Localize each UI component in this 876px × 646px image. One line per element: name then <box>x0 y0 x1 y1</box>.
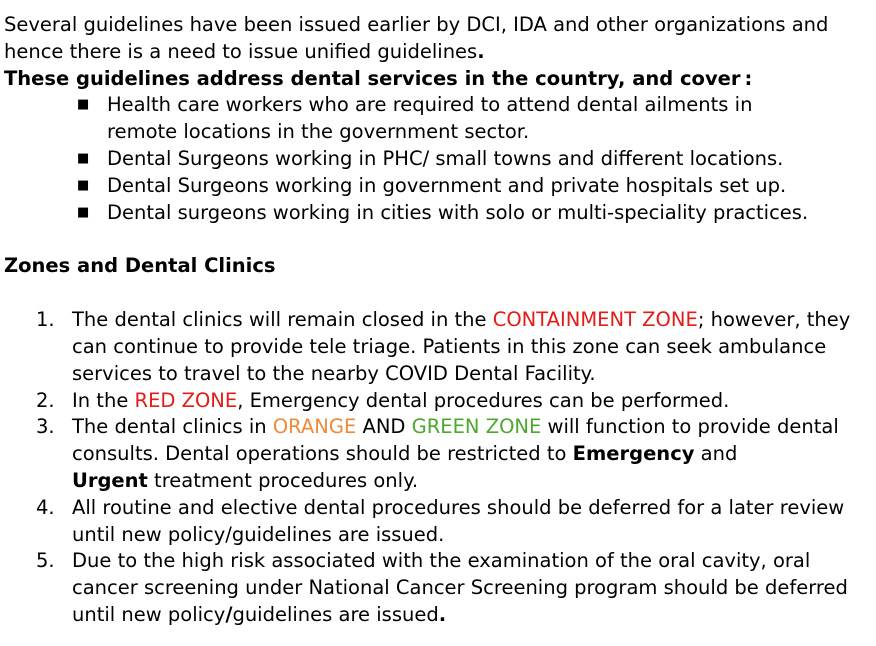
item-text: In the <box>72 388 135 412</box>
red-zone-label: RED ZONE <box>134 388 238 412</box>
item-text: The dental clinics will remain closed in the <box>72 308 493 332</box>
item-text: AND <box>356 415 412 439</box>
bold-period: . <box>438 602 447 626</box>
intro-period: . <box>477 39 485 63</box>
zone-item-2 <box>36 388 868 415</box>
cover-heading-text: These guidelines address dental services in the country, and cover <box>4 66 741 90</box>
bullet-text: Dental surgeons working in cities with solo or multi-speciality practices. <box>107 200 809 224</box>
intro-text: Several guidelines have been issued earlier by DCI, IDA and other organizations and hence there is a need to issue unified guidelines <box>4 13 829 63</box>
item-number: 1. <box>36 308 55 332</box>
cover-heading <box>4 66 876 93</box>
bullet-text: Dental Surgeons working in government and private hospitals set up. <box>107 173 787 197</box>
orange-zone-label: ORANGE <box>272 415 357 439</box>
bullet-text: Dental Surgeons working in PHC/ small towns and different locations. <box>107 146 784 170</box>
cover-heading-colon: : <box>744 66 753 90</box>
intro-paragraph <box>4 12 864 66</box>
bullet-square-icon: ■ <box>77 150 90 166</box>
bullet-item <box>77 200 827 227</box>
bullet-square-icon: ■ <box>77 97 90 113</box>
bullet-item <box>77 173 827 200</box>
item-text: guidelines are issued <box>232 602 439 626</box>
item-text: will function to provide dental consults. Dental operations should be restricted to <box>72 415 839 466</box>
bold-slash: / <box>225 602 233 626</box>
item-text: treatment procedures only. <box>147 468 419 492</box>
item-text: The dental clinics in <box>72 415 273 439</box>
bullet-square-icon: ■ <box>77 204 90 220</box>
bullet-text: Health care workers who are required to attend dental ailments in remote locations in the government sector. <box>107 93 753 144</box>
item-text: and <box>694 442 738 466</box>
zone-item-1 <box>36 307 868 387</box>
bullet-item <box>77 146 827 173</box>
containment-zone-label: CONTAINMENT ZONE <box>492 308 698 332</box>
item-text: , Emergency dental procedures can be performed. <box>237 388 730 412</box>
zone-item-4 <box>36 495 868 549</box>
zones-heading: Zones and Dental Clinics <box>4 254 276 278</box>
item-number: 2. <box>36 388 55 412</box>
item-text: ; however, they can continue to provide tele triage. Patients in this zone can seek ambulance services to travel to the nearby COVID Dental Facility. <box>72 308 851 385</box>
zone-item-3 <box>36 414 868 494</box>
item-text: All routine and elective dental procedures should be deferred for a later review until new policy/guidelines are issued. <box>72 495 845 546</box>
zone-item-5 <box>36 548 868 628</box>
bullet-item <box>77 92 827 146</box>
zones-numbered-list <box>4 307 876 629</box>
green-zone-label: GREEN ZONE <box>411 415 542 439</box>
cover-bullet-list <box>4 92 876 226</box>
item-text: Due to the high risk associated with the examination of the oral cavity, oral cancer screening under National Cancer Screening program should be deferred until new policy <box>72 549 848 626</box>
item-number: 5. <box>36 549 55 573</box>
item-number: 4. <box>36 495 55 519</box>
item-number: 3. <box>36 415 55 439</box>
emergency-bold-text: Emergency <box>572 442 695 466</box>
urgent-bold-text: Urgent <box>72 468 148 492</box>
bullet-square-icon: ■ <box>77 177 90 193</box>
